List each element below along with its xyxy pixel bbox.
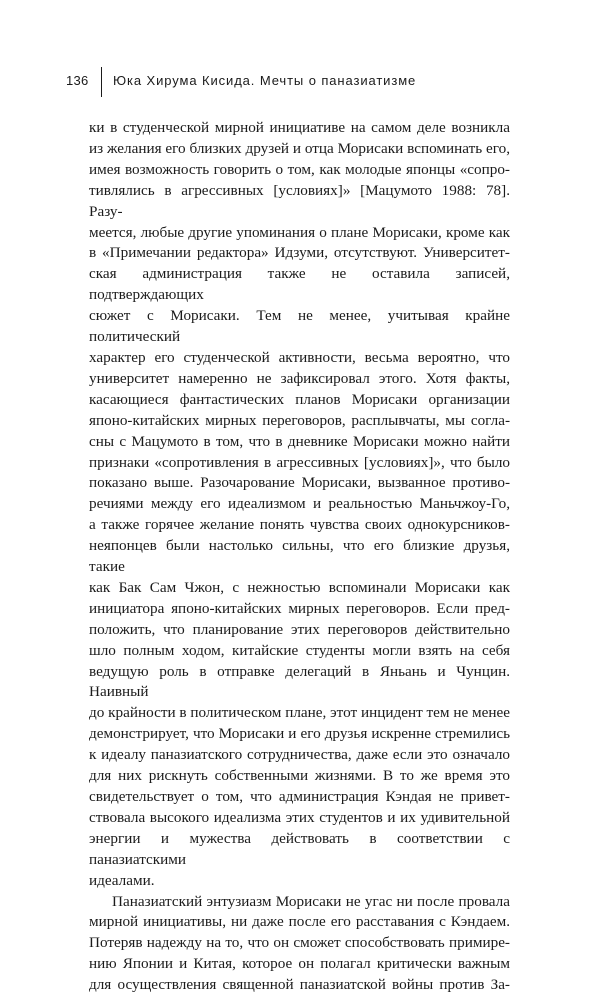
text-line: сюжет с Морисаки. Тем не менее, учитывая крайне политический [89,307,510,346]
text-line: для них рискнуть собственными жизнями. В то же время это [89,767,510,785]
text-line: ки в студенческой мирной инициативе на самом деле возникла [89,119,510,136]
text-line: имея возможность говорить о том, как молодые японцы «сопро- [89,160,510,178]
text-line: положить, что планирование этих переговоров действительно [89,620,510,638]
header-divider [101,67,102,97]
text-line: речиями между его идеализмом и реальностью Маньчжоу-Го, [89,495,510,513]
text-line: сны с Мацумото в том, что в дневнике Морисаки можно найти [89,432,510,450]
text-line: касающиеся фантастических планов Морисаки организации [89,390,510,408]
text-line: до крайности в политическом плане, этот инцидент тем не менее [89,704,510,722]
text-line: мирной инициативы, ни даже после его расставания с Кэндаем. [89,913,510,931]
text-line: ская администрация также не оставила записей, подтверждающих [89,265,510,304]
running-title: Юка Хирума Кисида. Мечты о паназиатизме [113,73,417,88]
text-line: ведущую роль в отправке делегаций в Яньань и Чунцин. Наивный [89,662,510,701]
text-line: нию Японии и Китая, которое он полагал критически важным [89,955,510,973]
text-line: неяпонцев были настолько сильны, что его близкие друзья, такие [89,537,510,576]
text-line: энергии и мужества действовать в соответствии с паназиатскими [89,829,510,868]
text-line: меется, любые другие упоминания о плане Морисаки, кроме как [89,223,510,241]
text-line: идеалами. [89,871,155,889]
text-line: инициатора японо-китайских мирных переговоров. Если пред- [89,599,510,617]
paragraph-2 [89,892,510,996]
text-line: Паназиатский энтузиазм Морисаки не угас ни после провала [112,892,510,910]
text-line: ствовала высокого идеализма этих студентов и их удивительной [89,808,510,826]
text-line: к идеалу паназиатского сотрудничества, даже если это означало [89,746,510,764]
text-line: Потеряв надежду на то, что он сможет способствовать примире- [89,934,510,952]
text-line: свидетельствует о том, что администрация Кэндая не привет- [89,788,510,805]
body-text [89,118,510,996]
text-line: университет намеренно не зафиксировал этого. Хотя факты, [89,369,510,387]
text-line: показано выше. Разочарование Морисаки, вызванное противо- [89,474,510,492]
text-line: тивлялись в агрессивных [условиях]» [Мацумото 1988: 78]. Разу- [89,181,510,220]
text-line: признаки «сопротивления в агрессивных [условиях]», что было [89,453,510,471]
text-line: характер его студенческой активности, весьма вероятно, что [89,348,510,366]
page-number: 136 [66,73,89,88]
paragraph-1 [89,118,510,892]
text-line: как Бак Сам Чжон, с нежностью вспоминали Морисаки как [89,578,510,596]
text-line: шло полным ходом, китайские студенты могли взять на себя [89,641,510,659]
text-line: а также горячее желание понять чувства своих однокурсников- [89,516,510,534]
text-line: японо-китайских мирных переговоров, расплывчаты, мы согла- [89,411,510,429]
text-line: демонстрирует, что Морисаки и его друзья искренне стремились [89,725,510,743]
running-header [66,67,536,97]
text-line: из желания его близких друзей и отца Морисаки вспоминать его, [89,139,510,157]
text-line: для осуществления священной паназиатской войны против За- [89,976,510,994]
text-line: в «Примечании редактора» Идзуми, отсутствуют. Университет- [89,244,510,262]
